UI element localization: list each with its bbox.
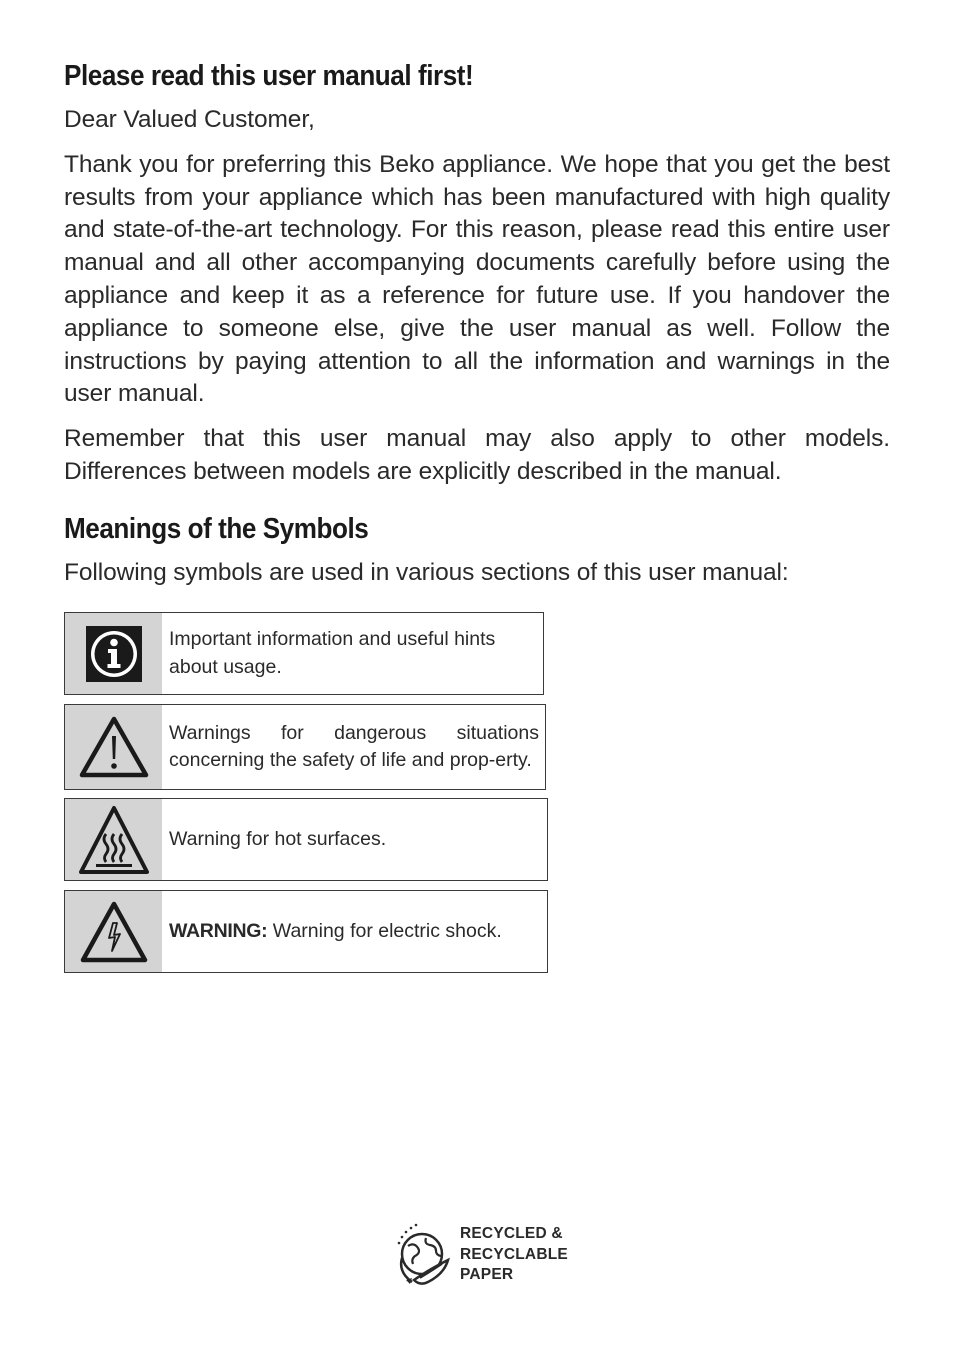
models-paragraph: Remember that this user manual may also apply to other models. Differences between models are explicitly described in the manual. [64,425,890,485]
symbol-row-hot-surface [64,798,548,881]
hot-surface-icon [65,799,162,880]
logo-line-3: PAPER [460,1266,514,1284]
symbol-description: Important information and useful hints about usage. [169,628,496,678]
symbol-description: Warning for electric shock. [267,919,502,942]
electric-shock-icon [65,891,162,972]
symbols-intro: Following symbols are used in various sections of this user manual: [64,558,789,586]
page-title: Please read this user manual first! [64,60,474,92]
intro-paragraph: Thank you for preferring this Beko appliance. We hope that you get the best results from your appliance which has been manufactured with high quality and state-of-the-art technology. For this reason, please read this entire user manual and all other accompanying documents carefully before using the appliance and keep it as a reference for future use. If you handover the appliance to someone else, give the user manual as well. Follow the instructions by paying attention to all the information and warnings in the user manual. [64,150,890,408]
symbol-row-electric-shock [64,890,548,973]
symbol-description: Warning for hot surfaces. [169,827,387,850]
symbol-row-warning [64,704,546,790]
manual-page [64,56,890,590]
logo-line-2: RECYCLABLE [460,1245,568,1263]
symbol-row-info [64,612,544,695]
recycled-paper-logo [392,1220,568,1290]
info-icon [65,613,162,694]
recycle-globe-icon [392,1220,454,1290]
symbol-description: Warnings for dangerous situations concerning the safety of life and prop-erty. [169,721,539,771]
symbols-heading: Meanings of the Symbols [64,512,369,545]
greeting: Dear Valued Customer, [64,106,315,133]
logo-line-1: RECYCLED & [460,1225,563,1243]
warning-triangle-icon [65,705,162,789]
warning-label: WARNING: [169,919,268,942]
